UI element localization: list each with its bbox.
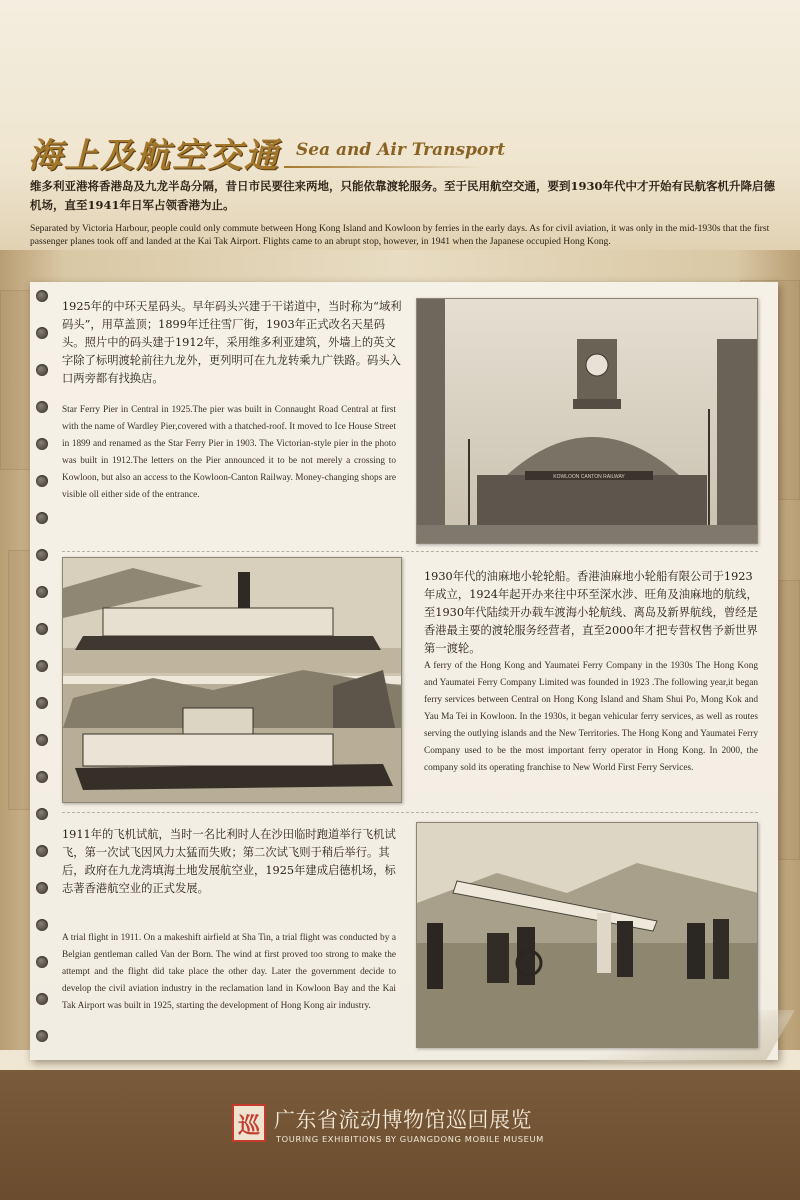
museum-name-chinese: 广东省流动博物馆巡回展览 (274, 1108, 532, 1132)
intro-english: Separated by Victoria Harbour, people could only commute between Hong Kong Island and Kowloon by ferries in the early days. As for civil aviation, it was only in the mid-1930s that the first passenger planes took off and landed at the Kai Tak Airport. Flights came to an abrupt stop, however, in 1941 when the Japanese occupied Hong Kong. (30, 223, 770, 247)
star-ferry-pier-photo (416, 298, 758, 544)
title-english: Sea and Air Transport (296, 140, 506, 160)
title-underline (284, 166, 484, 168)
intro-chinese: 维多利亚港将香港岛及九龙半岛分隔，昔日市民要往来两地，只能依靠渡轮服务。至于民用航空交通，要到1930年代中才开始有民航客机升降启德机场，直至1941年日军占领香港为止。 (30, 179, 775, 212)
museum-seal-logo: 巡 (232, 1104, 266, 1142)
yaumatei-ferry-text-english: A ferry of the Hong Kong and Yaumatei Ferry Company in the 1930s The Hong Kong and Yaumatei Ferry Company Limited was founded in 1923 .The following year,it began ferry services between Central on Hong Kong Island and Sham Shui Po, Mong Kok and Yau Ma Tei in Kowloon. In the 1930s, it began vehicular ferry services, as well as routes serving the outlying islands and the New Territories. The Hong Kong and Yaumatei Ferry Company used to be the most important ferry operator in Hong Kong. In 2000, the company sold its operating franchise to New World First Ferry Services. (424, 661, 758, 773)
trial-flight-text-chinese: 1911年的飞机试航，当时一名比利时人在沙田临时跑道举行飞机试飞，第一次试飞因风力太猛而失败；第二次试飞则于稍后举行。其后，政府在九龙湾填海土地发展航空业，1925年建成启德机场，标志著香港航空业的正式发展。 (62, 828, 396, 895)
aeroplane-crowd-illustration (417, 823, 758, 1048)
pier-sign-text: KOWLOON CANTON RAILWAY (553, 474, 625, 480)
trial-flight-text-english: A trial flight in 1911. On a makeshift airfield at Sha Tin, a trial flight was conducted by a Belgian gentleman called Van der Born. The wind at first proved too strong to make the attempt and the flight did take place the other day. Later the government decide to develop the civil aviation industry in the reclamation land in Kowloon Bay and the Kai Tak Airport was built in 1925, starting the development of Hong Kong air industry. (62, 933, 396, 1011)
star-ferry-pier-illustration (417, 299, 758, 544)
section-divider-1 (62, 551, 758, 552)
title-chinese: 海上及航空交通 (28, 136, 280, 176)
star-ferry-text-english: Star Ferry Pier in Central in 1925.The pier was built in Connaught Road Central at first with the name of Wardley Pier,covered with a thatched-roof. It moved to Ice House Street in 1899 and renamed as the Star Ferry Pier in 1903. The Victorian-style pier in the photo was built in 1912.The letters on the Pier announced it to be not merely a crossing to Kowloon, but also an access to the Kowloon-Canton Railway. Money-changing shops are visible oll either side of the entrance. (62, 405, 396, 500)
ferry-boats-illustration (63, 558, 402, 803)
binder-rings (36, 290, 56, 1060)
yaumatei-ferry-text-chinese: 1930年代的油麻地小轮轮船。香港油麻地小轮船有限公司于1923年成立，1924年起开办来往中环至深水涉、旺角及油麻地的航线，至1930年代陆续开办载车渡海小轮航线、离岛及新界航线，曾经是香港最主要的渡轮服务经营者，直至2000年才把专营权售予新世界第一渡轮。 (424, 570, 758, 655)
yaumatei-ferry-photo (62, 557, 402, 803)
section-divider-2 (62, 812, 758, 813)
trial-flight-photo (416, 822, 758, 1048)
museum-name-english: TOURING EXHIBITIONS BY GUANGDONG MOBILE MUSEUM (276, 1134, 544, 1144)
star-ferry-text-chinese: 1925年的中环天星码头。早年码头兴建于干诺道中，当时称为“域利码头”，用草盖顶；1899年迁往雪厂街，1903年正式改名天星码头。照片中的码头建于1912年，采用维多利亚建筑，外墙上的英文字除了标明渡轮前往九龙外，更列明可在九龙转乘九广铁路。码头入口两旁都有找换店。 (62, 300, 402, 385)
